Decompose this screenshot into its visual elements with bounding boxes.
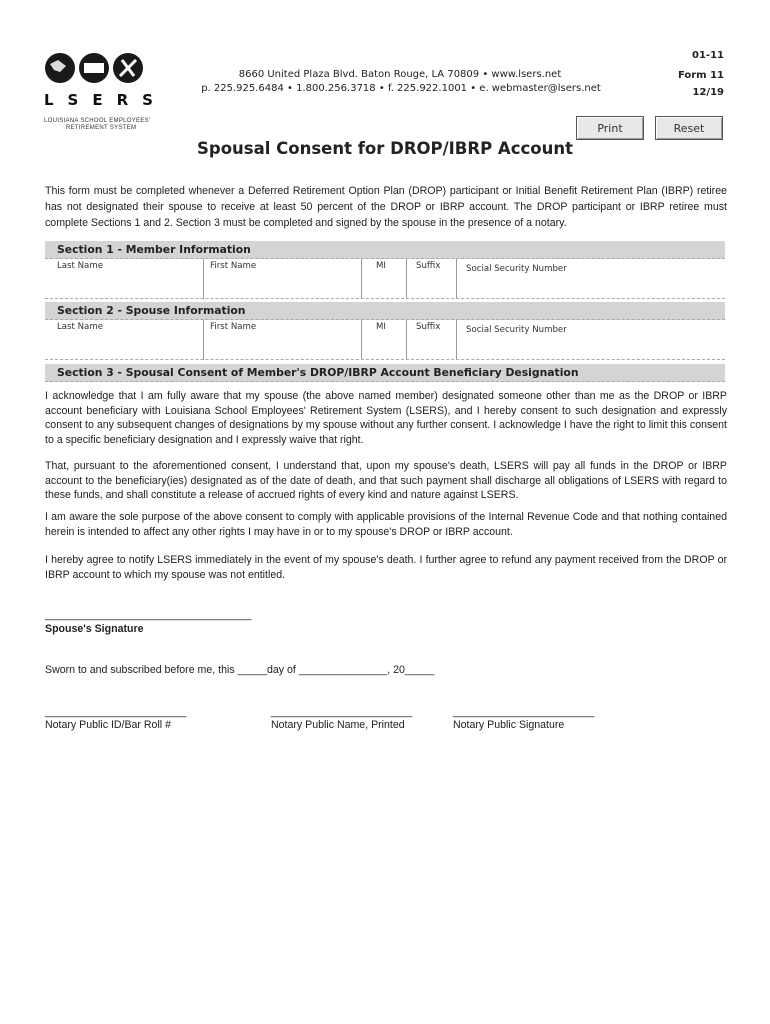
- spouse-last-name-input[interactable]: [49, 334, 203, 358]
- consent-paragraph-2: That, pursuant to the aforementioned consent, I understand that, upon my spouse's death, LSERS will pay all funds in the DROP or IBRP account to the beneficiary(ies) designated as of the date of death, and that such payment shall discharge all obligations of LSERS with regard to these funds, and shall constitute a release of accrued rights of every kind and nature against LSERS.: [45, 460, 727, 501]
- member-suffix-input[interactable]: [410, 273, 457, 297]
- notary-signature-line[interactable]: ________________________: [453, 706, 595, 718]
- spouse-suffix-label: Suffix: [416, 322, 441, 332]
- spouse-ssn-input[interactable]: [460, 334, 724, 358]
- member-first-name-input[interactable]: [207, 273, 361, 297]
- spouse-signature-label: Spouse's Signature: [45, 623, 144, 635]
- spouse-mi-input[interactable]: [365, 334, 407, 358]
- lsers-logo: [44, 50, 159, 90]
- member-first-name-label: First Name: [210, 261, 257, 271]
- address-line-2: p. 225.925.6484 • 1.800.256.3718 • f. 225.922.1001 • e. webmaster@lsers.net: [201, 83, 601, 94]
- notary-id-line[interactable]: ________________________: [45, 706, 187, 718]
- section-2-header: Section 2 - Spouse Information: [45, 302, 725, 320]
- member-ssn-label: Social Security Number: [466, 264, 567, 274]
- member-last-name-label: Last Name: [57, 261, 103, 271]
- form-code: 01-11: [692, 50, 724, 61]
- address-line-1: 8660 United Plaza Blvd. Baton Rouge, LA 70809 • www.lsers.net: [238, 69, 562, 80]
- logo-subtitle-2: RETIREMENT SYSTEM: [66, 125, 137, 131]
- member-ssn-input[interactable]: [460, 273, 724, 297]
- spouse-first-name-label: First Name: [210, 322, 257, 332]
- notary-name-label: Notary Public Name, Printed: [271, 719, 405, 731]
- section-1-fields: [45, 259, 725, 299]
- sworn-statement: Sworn to and subscribed before me, this _____day of _______________, 20_____: [45, 664, 435, 676]
- member-mi-input[interactable]: [365, 273, 407, 297]
- form-name: Form 11: [677, 70, 724, 81]
- logo-letters: LSERS: [44, 91, 167, 109]
- section-3-header: Section 3 - Spousal Consent of Member's DROP/IBRP Account Beneficiary Designation: [45, 364, 725, 382]
- intro-paragraph: This form must be completed whenever a Deferred Retirement Option Plan (DROP) participant or Initial Benefit Retirement Plan (IBRP) retiree has not designated their spouse to receive at least 50 percent of the DROP or IBRP account. The DROP participant or IBRP retiree must complete Sections 1 and 2. Section 3 must be completed and signed by the spouse in the presence of a notary.: [45, 185, 727, 229]
- member-last-name-input[interactable]: [49, 273, 203, 297]
- print-button[interactable]: Print: [576, 116, 644, 140]
- consent-paragraph-4: I hereby agree to notify LSERS immediately in the event of my spouse's death. I further agree to refund any payment received from the DROP or IBRP account to which my spouse was not entitled.: [45, 554, 727, 581]
- notary-id-label: Notary Public ID/Bar Roll #: [45, 719, 171, 731]
- section-2-fields: [45, 320, 725, 360]
- page-title: Spousal Consent for DROP/IBRP Account: [197, 139, 573, 158]
- spouse-ssn-label: Social Security Number: [466, 325, 567, 335]
- form-date: 12/19: [692, 87, 724, 98]
- member-suffix-label: Suffix: [416, 261, 441, 271]
- spouse-suffix-input[interactable]: [410, 334, 457, 358]
- member-mi-label: MI: [376, 261, 386, 271]
- logo-subtitle-1: LOUISIANA SCHOOL EMPLOYEES': [44, 118, 151, 124]
- section-1-header: Section 1 - Member Information: [45, 241, 725, 259]
- spouse-signature-line[interactable]: ___________________________________: [45, 609, 252, 621]
- consent-paragraph-1: I acknowledge that I am fully aware that my spouse (the above named member) designated someone other than me as the DROP or IBRP account beneficiary with Louisiana School Employees' Retirement System (LSERS), and I hereby consent to such designation and expressly consent to any subsequent changes of designations by my spouse without any further consent. I acknowledge I have the right to limit this consent to a specific beneficiary designation and I expressly waive that right.: [45, 390, 727, 446]
- notary-signature-label: Notary Public Signature: [453, 719, 565, 731]
- spouse-first-name-input[interactable]: [207, 334, 361, 358]
- spouse-mi-label: MI: [376, 322, 386, 332]
- spouse-last-name-label: Last Name: [57, 322, 103, 332]
- reset-button[interactable]: Reset: [655, 116, 723, 140]
- consent-paragraph-3: I am aware the sole purpose of the above consent to comply with applicable provisions of the Internal Revenue Code and that nothing contained herein is intended to affect any other rights I may have in or to my spouse's DROP or IBRP account.: [45, 511, 727, 538]
- notary-name-line[interactable]: ________________________: [271, 706, 413, 718]
